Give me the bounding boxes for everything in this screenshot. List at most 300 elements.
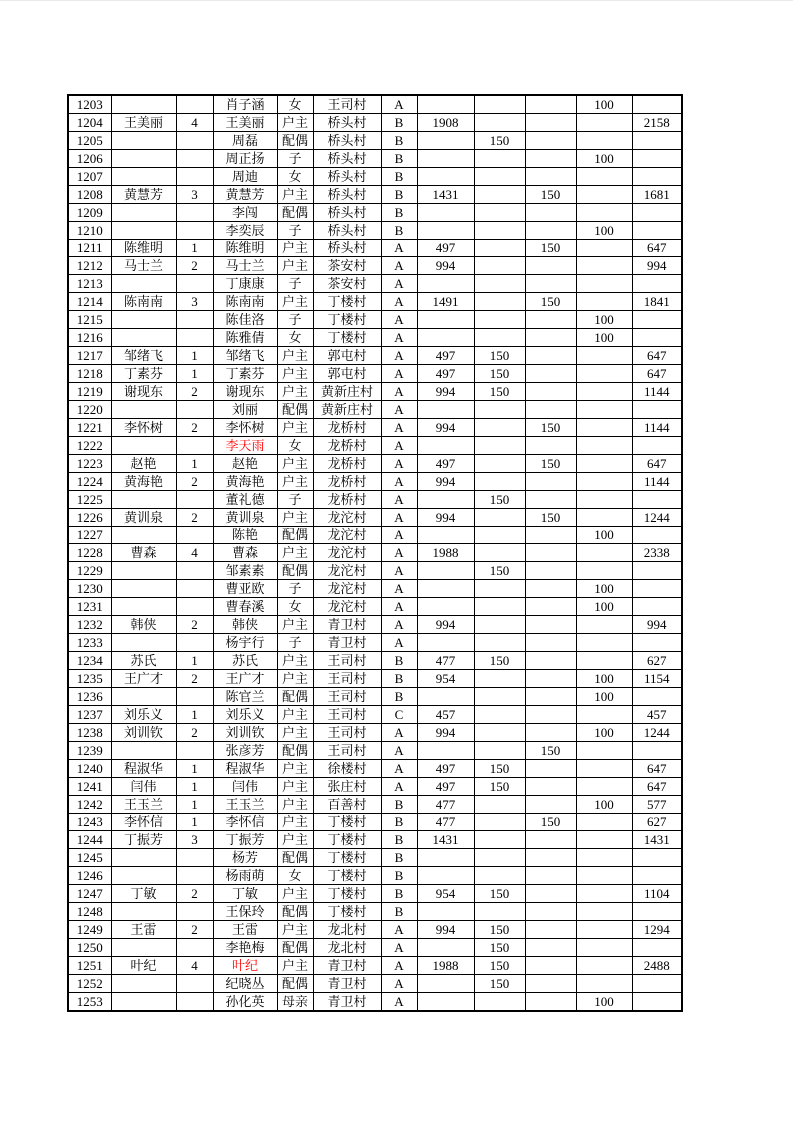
cell-amount-3 bbox=[525, 131, 576, 149]
cell-amount-4 bbox=[576, 974, 632, 992]
cell-serial: 1247 bbox=[68, 885, 111, 903]
cell-household-head bbox=[111, 974, 176, 992]
cell-amount-4: 100 bbox=[576, 580, 632, 598]
cell-serial: 1237 bbox=[68, 705, 111, 723]
cell-amount-3 bbox=[525, 849, 576, 867]
cell-household-head: 丁敏 bbox=[111, 885, 176, 903]
cell-member-name: 丁敏 bbox=[213, 885, 277, 903]
cell-member-name: 李艳梅 bbox=[213, 939, 277, 957]
cell-member-count bbox=[176, 149, 213, 167]
cell-grade: A bbox=[381, 293, 417, 311]
cell-amount-2 bbox=[474, 544, 525, 562]
cell-member-name: 马士兰 bbox=[213, 257, 277, 275]
cell-grade: B bbox=[381, 849, 417, 867]
cell-grade: A bbox=[381, 598, 417, 616]
cell-member-count bbox=[176, 131, 213, 149]
cell-relation: 户主 bbox=[277, 813, 313, 831]
cell-grade: A bbox=[381, 616, 417, 634]
cell-member-count: 2 bbox=[176, 383, 213, 401]
cell-amount-1: 477 bbox=[417, 795, 474, 813]
cell-amount-2 bbox=[474, 992, 525, 1010]
cell-amount-3 bbox=[525, 400, 576, 418]
cell-serial: 1228 bbox=[68, 544, 111, 562]
cell-amount-4: 100 bbox=[576, 795, 632, 813]
cell-serial: 1218 bbox=[68, 365, 111, 383]
cell-grade: A bbox=[381, 239, 417, 257]
cell-amount-1 bbox=[417, 490, 474, 508]
cell-household-head: 王美丽 bbox=[111, 113, 176, 131]
cell-member-name: 陈官兰 bbox=[213, 687, 277, 705]
cell-total bbox=[632, 149, 682, 167]
cell-total: 647 bbox=[632, 347, 682, 365]
cell-serial: 1227 bbox=[68, 526, 111, 544]
cell-village: 桥头村 bbox=[313, 167, 381, 185]
cell-village: 王司村 bbox=[313, 670, 381, 688]
cell-member-name: 程淑华 bbox=[213, 759, 277, 777]
cell-serial: 1224 bbox=[68, 472, 111, 490]
cell-grade: A bbox=[381, 544, 417, 562]
cell-amount-4 bbox=[576, 365, 632, 383]
cell-relation: 配偶 bbox=[277, 131, 313, 149]
cell-member-count: 1 bbox=[176, 705, 213, 723]
cell-grade: B bbox=[381, 221, 417, 239]
cell-relation: 户主 bbox=[277, 418, 313, 436]
cell-member-name: 黄训泉 bbox=[213, 508, 277, 526]
cell-village: 丁楼村 bbox=[313, 885, 381, 903]
cell-amount-4 bbox=[576, 472, 632, 490]
cell-member-count: 1 bbox=[176, 454, 213, 472]
cell-grade: A bbox=[381, 95, 417, 113]
cell-amount-2 bbox=[474, 831, 525, 849]
table-row bbox=[68, 472, 682, 490]
cell-relation: 配偶 bbox=[277, 203, 313, 221]
cell-amount-2 bbox=[474, 436, 525, 454]
cell-grade: A bbox=[381, 723, 417, 741]
cell-serial: 1243 bbox=[68, 813, 111, 831]
cell-amount-3 bbox=[525, 113, 576, 131]
cell-member-count: 4 bbox=[176, 544, 213, 562]
cell-serial: 1209 bbox=[68, 203, 111, 221]
table-row bbox=[68, 311, 682, 329]
cell-serial: 1235 bbox=[68, 670, 111, 688]
cell-relation: 配偶 bbox=[277, 974, 313, 992]
cell-relation: 户主 bbox=[277, 113, 313, 131]
cell-amount-3 bbox=[525, 974, 576, 992]
cell-household-head: 丁素芬 bbox=[111, 365, 176, 383]
cell-amount-1: 477 bbox=[417, 813, 474, 831]
cell-amount-1 bbox=[417, 221, 474, 239]
cell-village: 丁楼村 bbox=[313, 867, 381, 885]
cell-amount-2 bbox=[474, 113, 525, 131]
cell-total bbox=[632, 992, 682, 1010]
cell-amount-2 bbox=[474, 634, 525, 652]
table-row bbox=[68, 723, 682, 741]
cell-grade: A bbox=[381, 777, 417, 795]
cell-village: 青卫村 bbox=[313, 634, 381, 652]
cell-amount-2 bbox=[474, 580, 525, 598]
table-row bbox=[68, 921, 682, 939]
cell-amount-3 bbox=[525, 759, 576, 777]
cell-member-count: 1 bbox=[176, 759, 213, 777]
cell-grade: A bbox=[381, 921, 417, 939]
cell-serial: 1242 bbox=[68, 795, 111, 813]
cell-member-name: 李奕辰 bbox=[213, 221, 277, 239]
cell-total: 647 bbox=[632, 365, 682, 383]
cell-amount-4: 100 bbox=[576, 992, 632, 1010]
cell-village: 王司村 bbox=[313, 652, 381, 670]
cell-amount-3 bbox=[525, 921, 576, 939]
cell-relation: 户主 bbox=[277, 795, 313, 813]
cell-relation: 户主 bbox=[277, 957, 313, 975]
cell-total: 1104 bbox=[632, 885, 682, 903]
cell-village: 丁楼村 bbox=[313, 329, 381, 347]
cell-amount-2: 150 bbox=[474, 921, 525, 939]
cell-relation: 女 bbox=[277, 436, 313, 454]
cell-household-head bbox=[111, 867, 176, 885]
cell-village: 青卫村 bbox=[313, 957, 381, 975]
cell-village: 茶安村 bbox=[313, 257, 381, 275]
cell-total: 1144 bbox=[632, 418, 682, 436]
cell-amount-2: 150 bbox=[474, 759, 525, 777]
cell-village: 丁楼村 bbox=[313, 849, 381, 867]
table-row bbox=[68, 365, 682, 383]
cell-relation: 户主 bbox=[277, 885, 313, 903]
cell-amount-1 bbox=[417, 95, 474, 113]
cell-member-name: 闫伟 bbox=[213, 777, 277, 795]
table-row bbox=[68, 831, 682, 849]
cell-serial: 1216 bbox=[68, 329, 111, 347]
cell-amount-3: 150 bbox=[525, 508, 576, 526]
cell-grade: B bbox=[381, 652, 417, 670]
cell-amount-4 bbox=[576, 634, 632, 652]
cell-amount-2 bbox=[474, 616, 525, 634]
cell-serial: 1211 bbox=[68, 239, 111, 257]
cell-amount-1: 994 bbox=[417, 472, 474, 490]
cell-relation: 配偶 bbox=[277, 741, 313, 759]
cell-serial: 1253 bbox=[68, 992, 111, 1010]
cell-grade: A bbox=[381, 759, 417, 777]
cell-serial: 1205 bbox=[68, 131, 111, 149]
cell-member-name: 韩侠 bbox=[213, 616, 277, 634]
cell-amount-4 bbox=[576, 562, 632, 580]
cell-household-head: 王玉兰 bbox=[111, 795, 176, 813]
cell-amount-1: 1988 bbox=[417, 544, 474, 562]
cell-village: 丁楼村 bbox=[313, 813, 381, 831]
cell-village: 龙沱村 bbox=[313, 526, 381, 544]
cell-amount-1 bbox=[417, 311, 474, 329]
cell-amount-2 bbox=[474, 329, 525, 347]
cell-amount-1: 497 bbox=[417, 759, 474, 777]
cell-relation: 配偶 bbox=[277, 400, 313, 418]
cell-total bbox=[632, 329, 682, 347]
cell-member-name: 叶纪 bbox=[213, 957, 277, 975]
cell-grade: A bbox=[381, 526, 417, 544]
cell-amount-1: 1988 bbox=[417, 957, 474, 975]
cell-relation: 子 bbox=[277, 580, 313, 598]
table-row bbox=[68, 777, 682, 795]
cell-relation: 子 bbox=[277, 221, 313, 239]
table-row bbox=[68, 652, 682, 670]
cell-household-head: 丁振芳 bbox=[111, 831, 176, 849]
cell-serial: 1248 bbox=[68, 903, 111, 921]
table-row bbox=[68, 687, 682, 705]
cell-member-name: 陈雅倩 bbox=[213, 329, 277, 347]
cell-amount-3 bbox=[525, 365, 576, 383]
cell-relation: 户主 bbox=[277, 383, 313, 401]
cell-grade: A bbox=[381, 957, 417, 975]
cell-total: 1294 bbox=[632, 921, 682, 939]
cell-amount-2 bbox=[474, 185, 525, 203]
cell-member-count: 2 bbox=[176, 508, 213, 526]
cell-total bbox=[632, 939, 682, 957]
cell-member-name: 陈艳 bbox=[213, 526, 277, 544]
cell-member-count: 2 bbox=[176, 616, 213, 634]
cell-member-count bbox=[176, 992, 213, 1010]
cell-village: 龙北村 bbox=[313, 939, 381, 957]
cell-household-head: 闫伟 bbox=[111, 777, 176, 795]
cell-member-name: 纪晓丛 bbox=[213, 974, 277, 992]
cell-amount-4 bbox=[576, 831, 632, 849]
cell-amount-4 bbox=[576, 885, 632, 903]
cell-amount-1 bbox=[417, 992, 474, 1010]
cell-household-head: 王雷 bbox=[111, 921, 176, 939]
cell-amount-3 bbox=[525, 992, 576, 1010]
cell-amount-3 bbox=[525, 436, 576, 454]
cell-grade: B bbox=[381, 903, 417, 921]
cell-relation: 女 bbox=[277, 95, 313, 113]
cell-household-head bbox=[111, 687, 176, 705]
cell-amount-2 bbox=[474, 293, 525, 311]
cell-amount-4: 100 bbox=[576, 670, 632, 688]
cell-relation: 配偶 bbox=[277, 526, 313, 544]
cell-amount-1 bbox=[417, 203, 474, 221]
cell-amount-3 bbox=[525, 705, 576, 723]
cell-amount-2: 150 bbox=[474, 562, 525, 580]
cell-serial: 1223 bbox=[68, 454, 111, 472]
cell-household-head bbox=[111, 741, 176, 759]
cell-grade: B bbox=[381, 867, 417, 885]
cell-village: 龙沱村 bbox=[313, 508, 381, 526]
cell-amount-2 bbox=[474, 454, 525, 472]
cell-amount-2 bbox=[474, 705, 525, 723]
cell-amount-1: 994 bbox=[417, 921, 474, 939]
cell-amount-1 bbox=[417, 275, 474, 293]
cell-member-name: 谢现东 bbox=[213, 383, 277, 401]
cell-household-head bbox=[111, 903, 176, 921]
cell-member-count: 2 bbox=[176, 418, 213, 436]
cell-relation: 户主 bbox=[277, 616, 313, 634]
cell-amount-2 bbox=[474, 275, 525, 293]
cell-amount-1 bbox=[417, 562, 474, 580]
cell-total bbox=[632, 95, 682, 113]
cell-member-count bbox=[176, 939, 213, 957]
cell-member-name: 李怀信 bbox=[213, 813, 277, 831]
cell-member-count: 1 bbox=[176, 795, 213, 813]
table-row bbox=[68, 257, 682, 275]
cell-amount-2 bbox=[474, 795, 525, 813]
cell-relation: 户主 bbox=[277, 472, 313, 490]
table-row bbox=[68, 383, 682, 401]
cell-total bbox=[632, 221, 682, 239]
cell-amount-4 bbox=[576, 239, 632, 257]
cell-relation: 户主 bbox=[277, 652, 313, 670]
cell-village: 龙沱村 bbox=[313, 544, 381, 562]
cell-grade: B bbox=[381, 113, 417, 131]
cell-amount-4 bbox=[576, 813, 632, 831]
cell-total bbox=[632, 131, 682, 149]
cell-amount-4: 100 bbox=[576, 598, 632, 616]
cell-amount-4 bbox=[576, 957, 632, 975]
table-row bbox=[68, 203, 682, 221]
cell-amount-3 bbox=[525, 831, 576, 849]
cell-relation: 户主 bbox=[277, 365, 313, 383]
cell-grade: A bbox=[381, 418, 417, 436]
cell-amount-1 bbox=[417, 939, 474, 957]
cell-member-name: 王广才 bbox=[213, 670, 277, 688]
cell-serial: 1238 bbox=[68, 723, 111, 741]
cell-amount-4 bbox=[576, 275, 632, 293]
cell-serial: 1252 bbox=[68, 974, 111, 992]
cell-amount-1: 497 bbox=[417, 777, 474, 795]
cell-member-count: 2 bbox=[176, 670, 213, 688]
cell-member-count bbox=[176, 311, 213, 329]
cell-village: 龙沱村 bbox=[313, 598, 381, 616]
cell-total bbox=[632, 867, 682, 885]
cell-member-count: 3 bbox=[176, 293, 213, 311]
cell-amount-1: 994 bbox=[417, 383, 474, 401]
cell-member-count bbox=[176, 275, 213, 293]
cell-member-name: 周迪 bbox=[213, 167, 277, 185]
cell-household-head: 黄海艳 bbox=[111, 472, 176, 490]
cell-amount-1: 1491 bbox=[417, 293, 474, 311]
cell-total: 457 bbox=[632, 705, 682, 723]
cell-grade: A bbox=[381, 257, 417, 275]
table-row bbox=[68, 490, 682, 508]
table-row bbox=[68, 634, 682, 652]
cell-serial: 1212 bbox=[68, 257, 111, 275]
cell-amount-2 bbox=[474, 813, 525, 831]
cell-grade: A bbox=[381, 329, 417, 347]
cell-member-name: 邹绪飞 bbox=[213, 347, 277, 365]
cell-grade: B bbox=[381, 795, 417, 813]
cell-total bbox=[632, 580, 682, 598]
cell-amount-2: 150 bbox=[474, 131, 525, 149]
cell-amount-3 bbox=[525, 652, 576, 670]
cell-grade: B bbox=[381, 831, 417, 849]
cell-amount-1 bbox=[417, 149, 474, 167]
cell-serial: 1229 bbox=[68, 562, 111, 580]
cell-amount-2: 150 bbox=[474, 777, 525, 795]
cell-household-head bbox=[111, 436, 176, 454]
cell-member-count bbox=[176, 329, 213, 347]
cell-amount-1: 477 bbox=[417, 652, 474, 670]
cell-relation: 户主 bbox=[277, 508, 313, 526]
cell-serial: 1210 bbox=[68, 221, 111, 239]
cell-member-count bbox=[176, 436, 213, 454]
cell-amount-3 bbox=[525, 687, 576, 705]
cell-member-count bbox=[176, 741, 213, 759]
cell-amount-4 bbox=[576, 113, 632, 131]
cell-member-name: 丁振芳 bbox=[213, 831, 277, 849]
cell-amount-1 bbox=[417, 131, 474, 149]
cell-relation: 子 bbox=[277, 275, 313, 293]
table-row bbox=[68, 813, 682, 831]
cell-amount-3 bbox=[525, 347, 576, 365]
cell-amount-2 bbox=[474, 903, 525, 921]
cell-grade: A bbox=[381, 436, 417, 454]
cell-amount-3 bbox=[525, 526, 576, 544]
cell-village: 张庄村 bbox=[313, 777, 381, 795]
cell-serial: 1226 bbox=[68, 508, 111, 526]
table-row bbox=[68, 670, 682, 688]
cell-amount-3 bbox=[525, 329, 576, 347]
cell-household-head bbox=[111, 311, 176, 329]
cell-total bbox=[632, 562, 682, 580]
cell-amount-1 bbox=[417, 903, 474, 921]
table-row bbox=[68, 508, 682, 526]
cell-total: 647 bbox=[632, 777, 682, 795]
cell-serial: 1240 bbox=[68, 759, 111, 777]
cell-amount-1: 954 bbox=[417, 885, 474, 903]
cell-village: 青卫村 bbox=[313, 992, 381, 1010]
cell-amount-3 bbox=[525, 795, 576, 813]
table-row bbox=[68, 544, 682, 562]
cell-total: 2488 bbox=[632, 957, 682, 975]
table-row bbox=[68, 598, 682, 616]
cell-village: 王司村 bbox=[313, 723, 381, 741]
cell-member-name: 王玉兰 bbox=[213, 795, 277, 813]
cell-total bbox=[632, 400, 682, 418]
table-row bbox=[68, 741, 682, 759]
cell-member-count: 2 bbox=[176, 921, 213, 939]
cell-household-head bbox=[111, 562, 176, 580]
cell-total bbox=[632, 741, 682, 759]
cell-amount-4: 100 bbox=[576, 149, 632, 167]
table-row bbox=[68, 616, 682, 634]
cell-member-name: 王美丽 bbox=[213, 113, 277, 131]
cell-amount-2 bbox=[474, 400, 525, 418]
cell-amount-1 bbox=[417, 687, 474, 705]
cell-household-head bbox=[111, 149, 176, 167]
cell-amount-1: 497 bbox=[417, 347, 474, 365]
cell-household-head bbox=[111, 400, 176, 418]
cell-amount-2 bbox=[474, 418, 525, 436]
cell-village: 黄新庄村 bbox=[313, 400, 381, 418]
cell-total: 577 bbox=[632, 795, 682, 813]
cell-grade: A bbox=[381, 992, 417, 1010]
cell-amount-2: 150 bbox=[474, 365, 525, 383]
cell-member-count bbox=[176, 167, 213, 185]
table-row bbox=[68, 957, 682, 975]
cell-total bbox=[632, 849, 682, 867]
cell-amount-4 bbox=[576, 131, 632, 149]
cell-village: 龙桥村 bbox=[313, 490, 381, 508]
cell-serial: 1232 bbox=[68, 616, 111, 634]
cell-relation: 户主 bbox=[277, 777, 313, 795]
cell-amount-3 bbox=[525, 885, 576, 903]
table-row bbox=[68, 293, 682, 311]
cell-relation: 子 bbox=[277, 149, 313, 167]
cell-household-head: 李怀树 bbox=[111, 418, 176, 436]
cell-relation: 户主 bbox=[277, 257, 313, 275]
cell-amount-3 bbox=[525, 903, 576, 921]
cell-amount-2 bbox=[474, 95, 525, 113]
cell-amount-3 bbox=[525, 472, 576, 490]
cell-household-head: 苏氏 bbox=[111, 652, 176, 670]
cell-amount-2: 150 bbox=[474, 347, 525, 365]
cell-member-count bbox=[176, 95, 213, 113]
cell-member-count bbox=[176, 687, 213, 705]
